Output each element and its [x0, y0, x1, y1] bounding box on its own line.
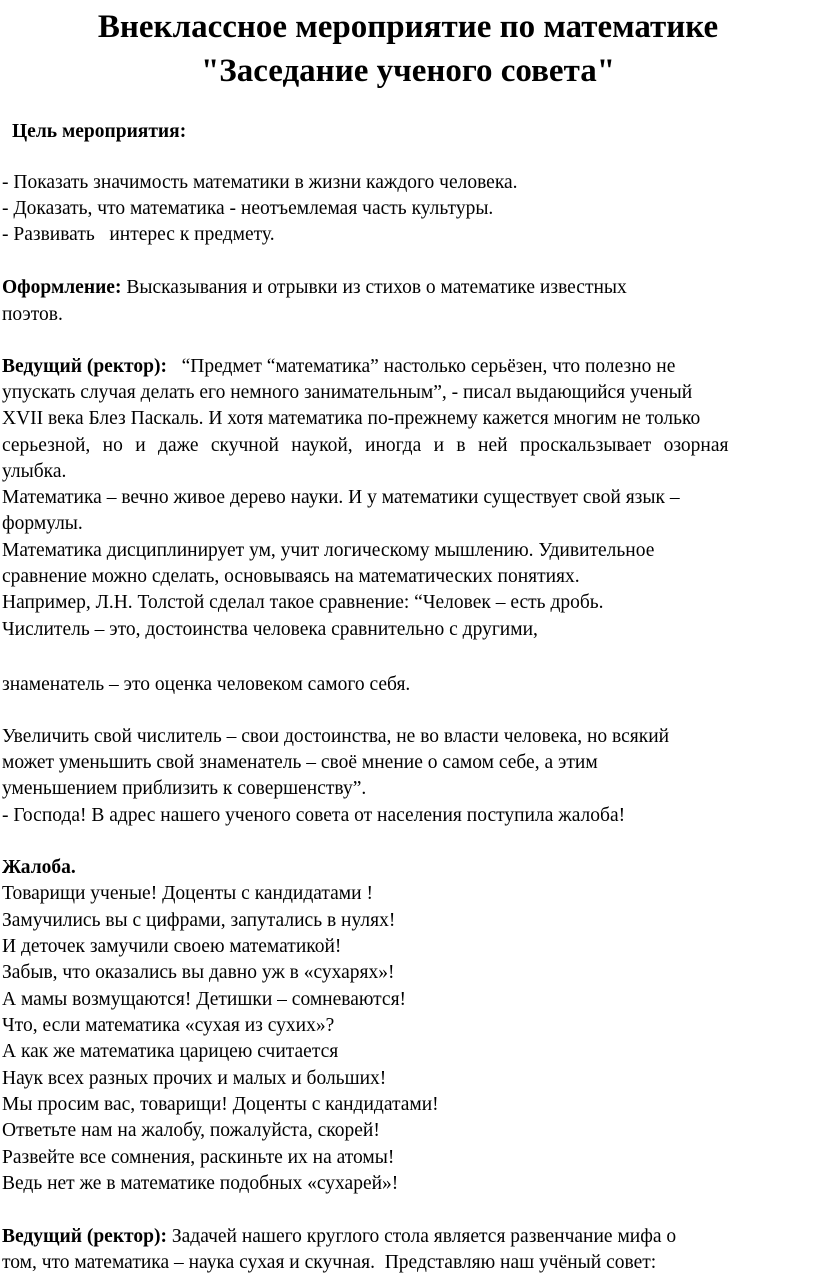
host-line: сравнение можно сделать, основываясь на математических понятиях. — [2, 566, 580, 587]
host-line: Математика дисциплинирует ум, учит логическому мышлению. Удивительное — [2, 540, 655, 561]
complaint-line: Забыв, что оказались вы давно уж в «сухарях»! — [2, 962, 395, 983]
host-label: Ведущий (ректор): — [2, 356, 167, 377]
host2-line: том, что математика – наука сухая и скучная. Представляю наш учёный совет: — [2, 1252, 657, 1273]
host2-paragraph: Ведущий (ректор): Задачей нашего круглого стола является развенчание мифа о — [2, 1226, 677, 1247]
host-line: улыбка. — [2, 461, 67, 482]
host-line: формулы. — [2, 513, 83, 534]
goal-item: - Развивать интерес к предмету. — [2, 224, 275, 245]
document-title-line-2: "Заседание ученого совета" — [200, 53, 616, 89]
host-line: знаменатель – это оценка человеком самого себя. — [2, 674, 411, 695]
complaint-line: Что, если математика «сухая из сухих»? — [2, 1015, 335, 1036]
host-line: Числитель – это, достоинства человека сравнительно с другими, — [2, 619, 538, 640]
complaint-line: Наук всех разных прочих и малых и больших! — [2, 1068, 387, 1089]
complaint-line: А мамы возмущаются! Детишки – сомневаются! — [2, 989, 407, 1010]
complaint-line: Товарищи ученые! Доценты с кандидатами ! — [2, 883, 373, 904]
host-line: Например, Л.Н. Толстой сделал такое сравнение: “Человек – есть дробь. — [2, 592, 604, 613]
host-line: серьезной, но и даже скучной наукой, иногда и в ней проскальзывает озорная — [2, 435, 729, 456]
goal-heading: Цель мероприятия: — [12, 121, 187, 142]
design-label: Оформление: — [2, 277, 122, 298]
complaint-line: Развейте все сомнения, раскиньте их на атомы! — [2, 1147, 395, 1168]
document-title-line-1: Внеклассное мероприятие по математике — [97, 9, 719, 45]
host-line: - Господа! В адрес нашего ученого совета от населения поступила жалоба! — [2, 805, 626, 826]
goal-item: - Доказать, что математика - неотъемлемая часть культуры. — [2, 198, 494, 219]
host-line: Увеличить свой числитель – свои достоинства, не во власти человека, но всякий — [2, 726, 670, 747]
design-paragraph: Оформление: Высказывания и отрывки из стихов о математике известных — [2, 277, 627, 298]
host-line: упускать случая делать его немного занимательным”, - писал выдающийся ученый — [2, 382, 693, 403]
complaint-line: Ответьте нам на жалобу, пожалуйста, скорей! — [2, 1120, 380, 1141]
host-line: Математика – вечно живое дерево науки. И у математики существует свой язык – — [2, 487, 680, 508]
complaint-line: А как же математика царицею считается — [2, 1041, 339, 1062]
complaint-heading: Жалоба. — [2, 857, 76, 878]
host-line: может уменьшить свой знаменатель – своё мнение о самом себе, а этим — [2, 752, 598, 773]
host-paragraph: Ведущий (ректор): “Предмет “математика” настолько серьёзен, что полезно не — [2, 356, 676, 377]
complaint-line: Ведь нет же в математике подобных «сухарей»! — [2, 1173, 399, 1194]
complaint-line: Мы просим вас, товарищи! Доценты с кандидатами! — [2, 1094, 439, 1115]
complaint-line: И деточек замучили своею математикой! — [2, 936, 342, 957]
goal-item: - Показать значимость математики в жизни каждого человека. — [2, 172, 518, 193]
complaint-line: Замучились вы с цифрами, запутались в нулях! — [2, 910, 396, 931]
design-paragraph-cont: поэтов. — [2, 304, 63, 325]
host-line: XVII века Блез Паскаль. И хотя математика по-прежнему кажется многим не только — [2, 408, 701, 429]
host-line: уменьшением приблизить к совершенству”. — [2, 778, 367, 799]
host2-label: Ведущий (ректор): — [2, 1226, 167, 1247]
